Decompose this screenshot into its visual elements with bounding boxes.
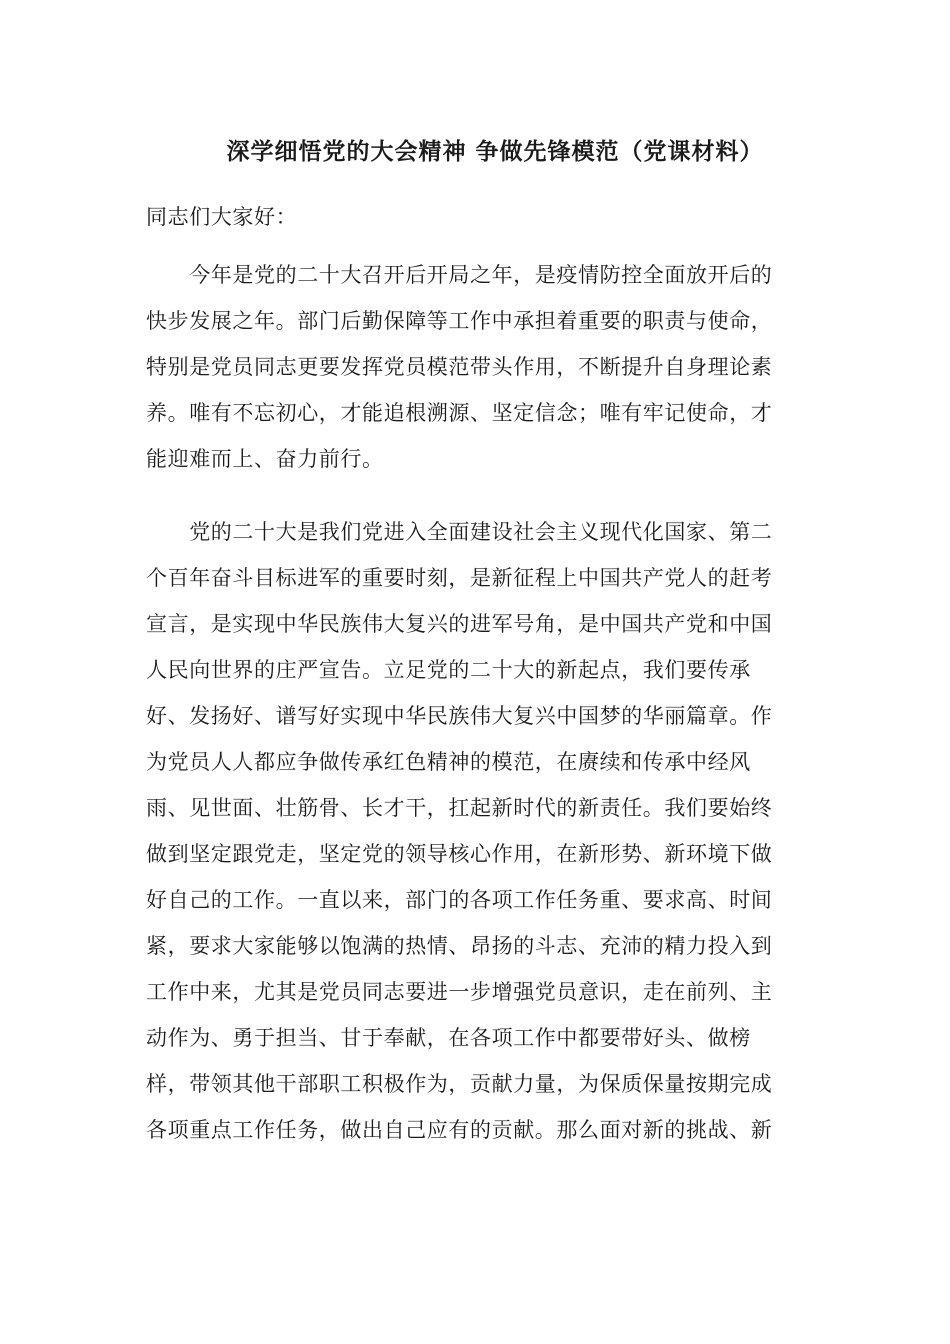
document-title: 深学细悟党的大会精神 争做先锋模范（党课材料） (226, 138, 764, 165)
paragraph-line: 宣言，是实现中华民族伟大复兴的进军号角，是中国共产党和中国 (146, 612, 773, 636)
greeting (146, 194, 798, 240)
paragraph-line: 好自己的工作。一直以来，部门的各项工作任务重、要求高、时间 (146, 888, 773, 912)
paragraph-line: 个百年奋斗目标进军的重要时刻，是新征程上中国共产党人的赶考 (146, 566, 773, 590)
paragraph-line: 今年是党的二十大召开后开局之年，是疫情防控全面放开后的 (146, 263, 773, 287)
paragraph-line: 紧，要求大家能够以饱满的热情、昂扬的斗志、充沛的精力投入到 (146, 934, 773, 958)
paragraph-line: 工作中来，尤其是党员同志要进一步增强党员意识，走在前列、主 (146, 980, 773, 1004)
paragraph-line: 党的二十大是我们党进入全面建设社会主义现代化国家、第二 (146, 520, 773, 544)
paragraph-line: 做到坚定跟党走，坚定党的领导核心作用，在新形势、新环境下做 (146, 842, 773, 866)
paragraph-line: 雨、见世面、壮筋骨、长才干，扛起新时代的新责任。我们要始终 (146, 796, 773, 820)
paragraph-line: 为党员人人都应争做传承红色精神的模范，在赓续和传承中经风 (146, 750, 751, 774)
paragraph-line: 人民向世界的庄严宣告。立足党的二十大的新起点，我们要传承 (146, 658, 751, 682)
paragraph-line: 样，带领其他干部职工积极作为，贡献力量，为保质保量按期完成 (146, 1072, 773, 1096)
paragraph-2 (146, 509, 798, 1153)
greeting-line: 同志们大家好： (146, 205, 298, 229)
paragraph-1 (146, 252, 798, 482)
paragraph-line: 快步发展之年。部门后勤保障等工作中承担着重要的职责与使命， (146, 309, 773, 333)
paragraph-line: 能迎难而上、奋力前行。 (146, 447, 384, 471)
paragraph-line: 好、发扬好、谱写好实现中华民族伟大复兴中国梦的华丽篇章。作 (146, 704, 773, 728)
paragraph-line: 动作为、勇于担当、甘于奉献，在各项工作中都要带好头、做榜 (146, 1026, 751, 1050)
paragraph-line: 各项重点工作任务，做出自己应有的贡献。那么面对新的挑战、新 (146, 1118, 773, 1142)
paragraph-line: 特别是党员同志更要发挥党员模范带头作用，不断提升自身理论素 (146, 355, 773, 379)
paragraph-line: 养。唯有不忘初心，才能追根溯源、坚定信念；唯有牢记使命，才 (146, 401, 773, 425)
